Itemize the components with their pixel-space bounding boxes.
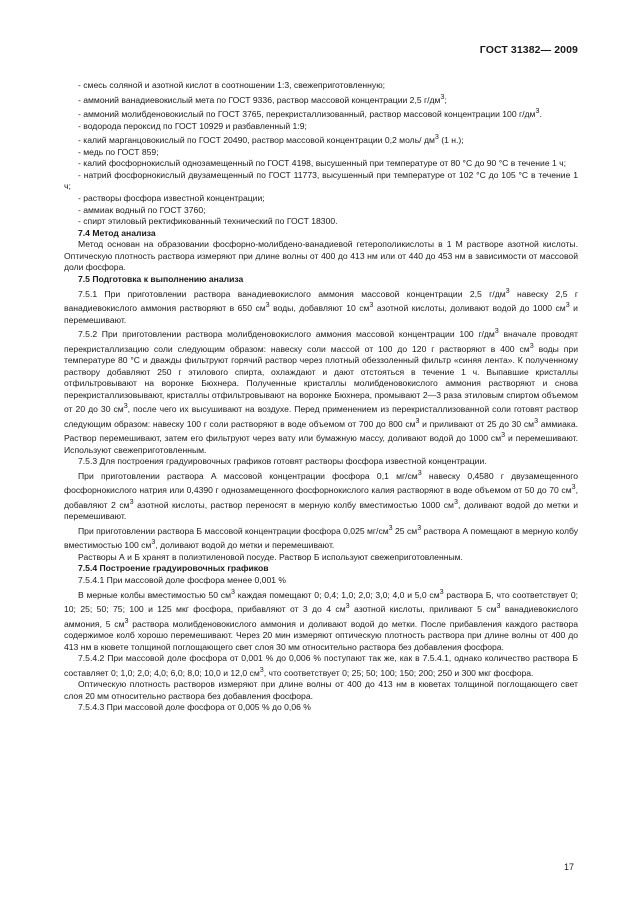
list-item: - растворы фосфора известной концентрации; xyxy=(78,192,265,203)
paragraph: 7.5.1 При приготовлении раствора ванадиевокислого аммония массовой концентрации 2,5 $г/дм^3$ навеску 2,5 г ванадиевокислого аммония растворяют в 650 $см^3$ воды, добавляют 10 $см^3$ азотной кислоты, доливают водой до 1000 $см^3$ и перемешивают. xyxy=(64,286,578,325)
section-heading: 7.5 Подготовка к выполнению анализа xyxy=(78,274,244,285)
list-item: - калий фосфорнокислый однозамещенный по ГОСТ 4198, высушенный при температуре от 80 °С до 90 °С в течение 1 ч; xyxy=(78,158,567,169)
paragraph: 7.5.2 При приготовлении раствора молибденовокислого аммония массовой концентрации 100 $г/дм^3$ вначале проводят перекристаллизацию соли следующим образом: навеску соли массой от 100 до 120 г растворяют в 400 $см^3$ воды при температуре 80 °С и дважды фильтруют горячий раствор через плотный обеззоленный фильтр «синяя лента». К полученному раствору добавляют 250 г этилового спирта, охлаждают и дают отстояться в течение 1 ч. Выпавшие кристаллы отфильтровывают на воронке Бюхнера. Полученные кристаллы молибденовокислого аммония растворяют и снова перекристаллизовывают, кристаллы отфильтровывают на воронке Бюхнера, промывают 2—3 раза этиловым спиртом объемом от 20 до 30 $см^3$, после чего их высушивают на воздухе. Перед применением из перекристаллизованной соли готовят раствор следующим образом: навеску 100 г соли растворяют в воде объемом от 700 до 800 $см^3$ и приливают от 25 до 30 $см^3$ аммиака. Раствор перемешивают, затем его фильтруют через вату или бумажную массу, доливают водой до 1000 $см^3$ и перемешивают. Используют свежеприготовленным. xyxy=(64,327,579,455)
list-item: - калий марганцовокислый по ГОСТ 20490, раствор массовой концентрации 0,2 моль/ $дм^3$ (1 н.); xyxy=(78,133,464,145)
paragraph: 7.5.4.1 При массовой доле фосфора менее 0,001 % xyxy=(78,575,287,586)
list-item: - аммиак водный по ГОСТ 3760; xyxy=(78,204,206,215)
list-item: - аммоний ванадиевокислый мета по ГОСТ 9336, раствор массовой концентрации 2,5 $г/дм^3$; xyxy=(78,92,447,105)
list-item: - водорода пероксид по ГОСТ 10929 и разбавленный 1:9; xyxy=(78,120,307,131)
list-item: - спирт этиловый ректификованный технический по ГОСТ 18300. xyxy=(78,216,338,227)
paragraph: 7.5.4.3 При массовой доле фосфора от 0,005 % до 0,06 % xyxy=(78,702,311,713)
document-header: ГОСТ 31382— 2009 xyxy=(479,44,578,56)
list-item: - медь по ГОСТ 859; xyxy=(78,146,159,157)
list-item: - смесь соляной и азотной кислот в соотношении 1:3, свежеприготовленную; xyxy=(78,80,386,90)
paragraph: При приготовлении раствора Б массовой концентрации фосфора 0,025 $мг/см^3$ 25 $см^3$ раствора А помещают в мерную колбу вместимостью 100 $см^3$, доливают водой до метки и перемешивают. xyxy=(64,523,579,551)
list-item: - натрий фосфорнокислый двузамещенный по ГОСТ 11773, высушенный при температуре от 102 °С до 105 °С в течение 1 ч; xyxy=(64,169,578,192)
paragraph: При приготовлении раствора А массовой концентрации фосфора 0,1 $мг/см^3$ навеску 0,4580 г двузамещенного фосфорнокислого натрия или 0,4390 г однозамещенного фосфорнокислого калия растворяют в воде объемом от 50 до 70 $см^3$, добавляют 2 $см^3$ азотной кислоты, раствор переносят в мерную колбу вместимостью 1000 $см^3$, доливают водой до метки и перемешивают. xyxy=(64,469,579,522)
section-heading: 7.4 Метод анализа xyxy=(78,227,156,238)
paragraph: Растворы А и Б хранят в полиэтиленовой посуде. Раствор Б используют свежеприготовленным. xyxy=(78,551,463,562)
list-item: - аммоний молибденовокислый по ГОСТ 3765, перекристаллизованный, раствор массовой концентрации 100 $г/дм^3$. xyxy=(78,107,542,119)
paragraph: В мерные колбы вместимостью 50 $см^3$ каждая помещают 0; 0,4; 1,0; 2,0; 3,0; 4,0 и 5,0 $см^3$ раствора Б, что соответствует 0; 10; 25; 50; 75; 100 и 125 мкг фосфора, прибавляют от 3 до 4 $см^3$ азотной кислоты, приливают 5 $см^3$ ванадиевокислого аммония, 5 $см^3$ раствора молибденовокислого аммония и доливают водой до метки. После прибавления каждого раствора содержимое колб хорошо перемешивают. Через 20 мин измеряют оптическую плотность раствора при длине волны от 400 до 413 нм в кювете толщиной поглощающего свет слоя 30 мм относительно раствора без добавления фосфора. xyxy=(64,587,578,652)
paragraph: 7.5.4.2 При массовой доле фосфора от 0,001 % до 0,006 % поступают так же, как в 7.5.4.1, однако количество раствора Б составляет 0; 1,0; 2,0; 4,0; 6,0; 8,0; 10,0 и 12,0 $см^3$, что соответствует 0; 25; 50; 100; 150; 200; 250 и 300 мкг фосфора. xyxy=(64,653,578,678)
section-heading: 7.5.4 Построение градуировочных графиков xyxy=(78,563,269,574)
document-body xyxy=(64,80,578,714)
paragraph: Оптическую плотность растворов измеряют при длине волны от 400 до 413 нм в кюветах толщиной поглощающего свет слоя 20 мм относительно раствора без добавления фосфора. xyxy=(64,679,578,701)
page-number: 17 xyxy=(563,862,574,872)
paragraph: Метод основан на образовании фосфорно-молибдено-ванадиевой гетерополикислоты в 1 М растворе азотной кислоты. Оптическую плотность раствора измеряют при длине волны от 400 до 413 нм или от 440 до 453 нм в зависимости от массовой доли фосфора. xyxy=(64,239,578,273)
paragraph: 7.5.3 Для построения градуировочных графиков готовят растворы фосфора известной концентрации. xyxy=(78,456,487,467)
